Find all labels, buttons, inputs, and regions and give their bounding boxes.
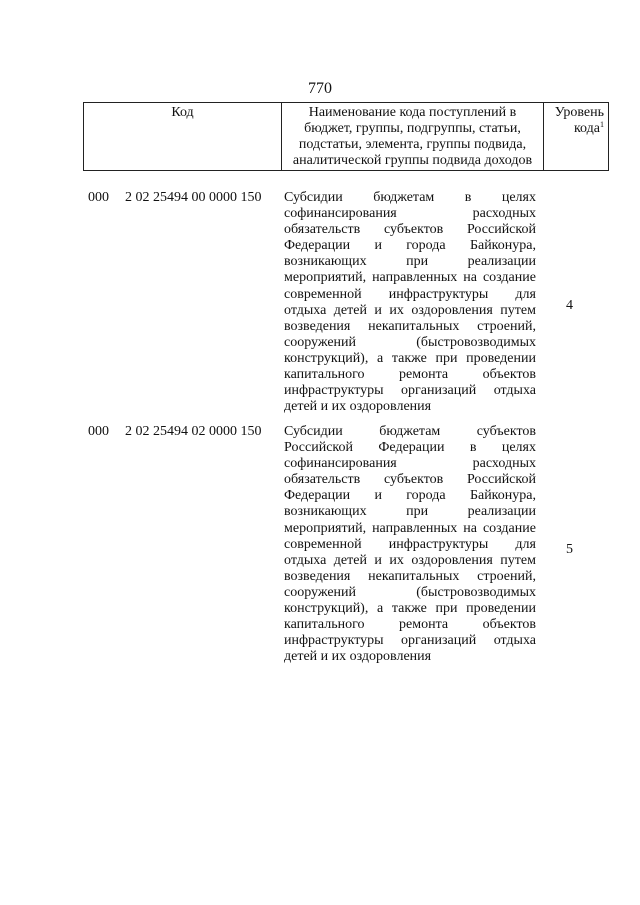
description-line: обязательств субъектов Российской — [284, 472, 536, 488]
description-line: сооружений (быстровозводимых — [284, 334, 536, 350]
header-name-line: Наименование кода поступлений в — [308, 105, 517, 120]
description-line: возведения некапитальных строений, — [284, 318, 536, 334]
entry-description — [284, 424, 536, 665]
description-line: возникающих при реализации — [284, 504, 536, 520]
entry-level: 5 — [566, 542, 573, 557]
description-line: софинансирования расходных — [284, 206, 536, 222]
description-line: детей и их оздоровления — [284, 649, 432, 665]
header-level-line1: Уровень — [554, 105, 604, 120]
description-line: капитального ремонта объектов — [284, 617, 536, 633]
description-line: обязательств субъектов Российской — [284, 222, 536, 238]
header-name-cell — [282, 103, 544, 171]
header-name-line: подстатьи, элемента, группы подвида, — [298, 137, 527, 152]
description-line: Федерации и города Байконура, — [284, 238, 536, 254]
description-line: современной инфраструктуры для — [284, 286, 536, 302]
description-line: Субсидии бюджетам субъектов — [284, 424, 536, 439]
entry-description — [284, 190, 536, 415]
header-level-footnote: 1 — [600, 120, 604, 129]
header-name-line: бюджет, группы, подгруппы, статьи, — [304, 121, 521, 136]
description-line: сооружений (быстровозводимых — [284, 584, 536, 600]
entry-prefix: 000 — [88, 424, 109, 439]
description-line: конструкций), а также при проведении — [284, 601, 536, 617]
description-line: капитального ремонта объектов — [284, 367, 536, 383]
header-code-label: Код — [171, 105, 194, 120]
entry-level: 4 — [566, 298, 573, 313]
description-line: отдыха детей и их оздоровления путем — [284, 552, 536, 568]
description-line: конструкций), а также при проведении — [284, 350, 536, 366]
entry-code: 2 02 25494 02 0000 150 — [125, 424, 262, 439]
description-line: Субсидии бюджетам в целях — [284, 190, 536, 205]
description-line: Федерации и города Байконура, — [284, 488, 536, 504]
header-name-line: аналитической группы подвида доходов — [292, 153, 533, 168]
description-line: софинансирования расходных — [284, 456, 536, 472]
header-level-cell — [544, 103, 609, 171]
description-line: мероприятий, направленных на создание — [284, 270, 536, 286]
header-level-label: кода — [573, 121, 600, 136]
header-level-line2 — [544, 121, 604, 137]
description-line: Российской Федерации в целях — [284, 440, 536, 456]
description-line: современной инфраструктуры для — [284, 536, 536, 552]
description-line: возведения некапитальных строений, — [284, 568, 536, 584]
description-line: отдыха детей и их оздоровления путем — [284, 302, 536, 318]
description-line: инфраструктуры организаций отдыха — [284, 633, 536, 649]
description-line: возникающих при реализации — [284, 254, 536, 270]
description-line: инфраструктуры организаций отдыха — [284, 383, 536, 399]
description-line: мероприятий, направленных на создание — [284, 520, 536, 536]
entry-prefix: 000 — [88, 190, 109, 205]
page-number: 770 — [308, 80, 332, 97]
header-table — [83, 102, 609, 171]
description-line: детей и их оздоровления — [284, 399, 432, 415]
entry-code: 2 02 25494 00 0000 150 — [125, 190, 262, 205]
header-code-cell — [84, 103, 282, 171]
header-row — [84, 103, 609, 171]
